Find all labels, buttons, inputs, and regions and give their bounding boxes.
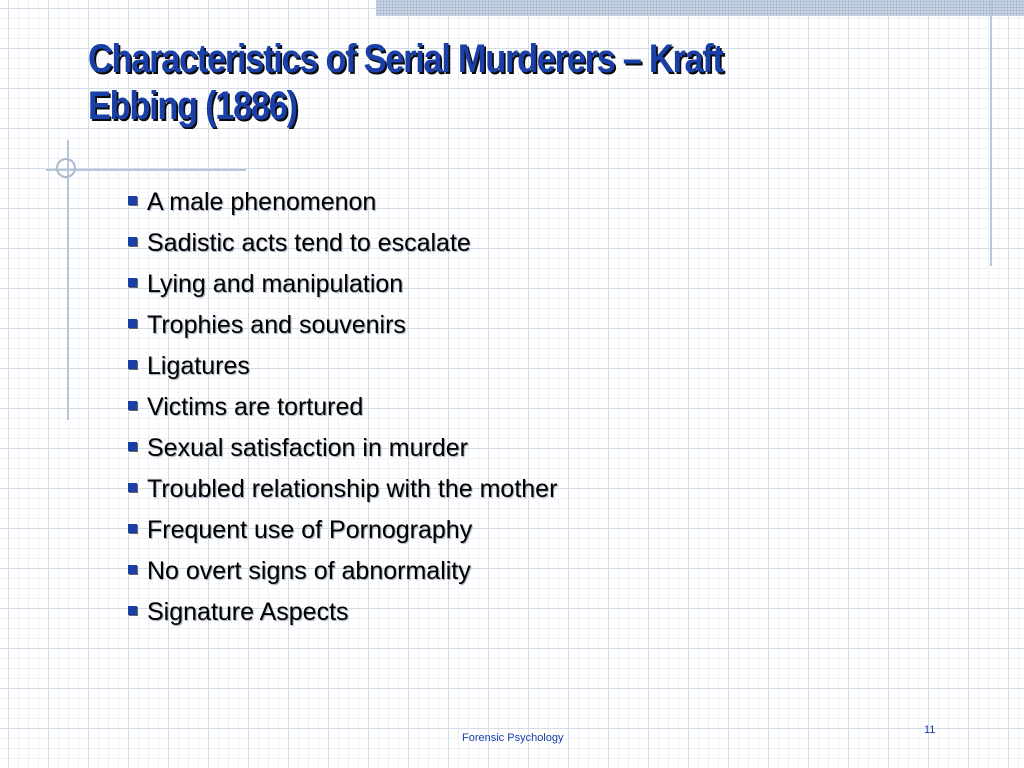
bullet-text: A male phenomenon	[147, 188, 377, 216]
bullet-list	[128, 183, 557, 634]
square-bullet-icon	[128, 237, 137, 246]
bullet-item	[128, 347, 557, 388]
bullet-item	[128, 306, 557, 347]
bullet-item	[128, 429, 557, 470]
top-decorative-band	[376, 0, 1024, 16]
bullet-text: No overt signs of abnormality	[147, 557, 471, 585]
bullet-item	[128, 183, 557, 224]
square-bullet-icon	[128, 524, 137, 533]
left-horizontal-rule	[46, 169, 246, 171]
bullet-item	[128, 511, 557, 552]
left-vertical-rule	[67, 140, 69, 420]
bullet-text: Victims are tortured	[147, 393, 364, 421]
slide-page-number: 11	[924, 724, 936, 736]
square-bullet-icon	[128, 606, 137, 615]
bullet-text: Sexual satisfaction in murder	[147, 434, 468, 462]
bullet-text: Trophies and souvenirs	[147, 311, 406, 339]
bullet-text: Sadistic acts tend to escalate	[147, 229, 471, 257]
bullet-text: Signature Aspects	[147, 598, 349, 626]
slide-footer: Forensic Psychology	[462, 732, 564, 744]
bullet-item	[128, 224, 557, 265]
square-bullet-icon	[128, 565, 137, 574]
bullet-text: Troubled relationship with the mother	[147, 475, 558, 503]
bullet-item	[128, 593, 557, 634]
bullet-item	[128, 470, 557, 511]
bullet-item	[128, 552, 557, 593]
square-bullet-icon	[128, 278, 137, 287]
square-bullet-icon	[128, 442, 137, 451]
square-bullet-icon	[128, 196, 137, 205]
slide-title: Characteristics of Serial Murderers – Kraft Ebbing (1886)	[88, 37, 723, 128]
square-bullet-icon	[128, 483, 137, 492]
square-bullet-icon	[128, 360, 137, 369]
square-bullet-icon	[128, 401, 137, 410]
bullet-item	[128, 265, 557, 306]
right-vertical-rule	[990, 0, 992, 266]
square-bullet-icon	[128, 319, 137, 328]
bullet-text: Ligatures	[147, 352, 250, 380]
bullet-item	[128, 388, 557, 429]
crosshair-ring-icon	[56, 158, 76, 178]
bullet-text: Lying and manipulation	[147, 270, 404, 298]
bullet-text: Frequent use of Pornography	[147, 516, 473, 544]
